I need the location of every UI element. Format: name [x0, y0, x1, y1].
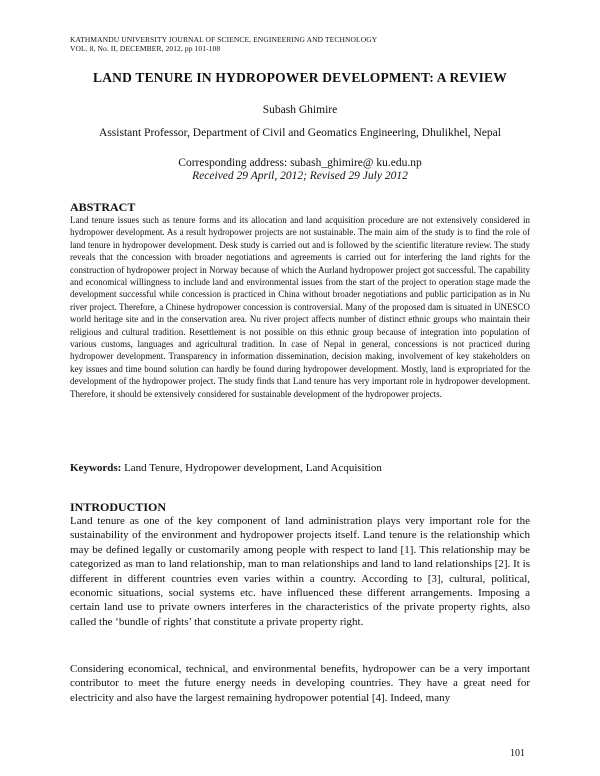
keywords-line	[70, 462, 382, 474]
journal-volume-line: VOL. 8, No. II, DECEMBER, 2012, pp 101-108	[70, 44, 221, 53]
correspondence-block	[0, 157, 600, 183]
article-title: LAND TENURE IN HYDROPOWER DEVELOPMENT: A REVIEW	[93, 70, 507, 85]
journal-header	[70, 35, 377, 53]
abstract-heading: ABSTRACT	[70, 200, 136, 214]
page-number: 101	[510, 748, 525, 759]
author-affiliation: Assistant Professor, Department of Civil and Geomatics Engineering, Dhulikhel, Nepal	[99, 127, 501, 139]
introduction-paragraph-2: Considering economical, technical, and environmental benefits, hydropower can be a very important contributor to meet the future energy needs in developing countries. They have a great need for electricity and also have the largest remaining hydropower potential [4]. Indeed, many	[70, 663, 530, 704]
author-name: Subash Ghimire	[262, 104, 338, 116]
received-revised-dates: Received 29 April, 2012; Revised 29 July 2012	[192, 170, 408, 182]
corresponding-address: Corresponding address: subash_ghimire@ ku.edu.np	[178, 157, 422, 169]
introduction-heading: INTRODUCTION	[70, 500, 167, 514]
keywords-label: Keywords:	[70, 462, 122, 474]
abstract-text: Land tenure issues such as tenure forms and its allocation and land acquisition procedure are not extensively considered in hydropower development. As a result hydropower projects are not sustainable. The main aim of the study is to find the role of land tenure in hydropower development. Desk study is carried out and is followed by the scientific literature review. The study reveals that the concession with broader negotiations and agreements is carried out for interfering the land rights for the construction of hydropower project in Norway because of which the Aurland hydropower project got successful. The capability and economical willingness to include land and environmental issues from the start of the project to operation stage made the development successful while concession is practiced in China without broader negotiations and public participation as in Nu river project. Therefore, a Chinese hydropower concession is controversial. Many of the proposed dam is situated in UNESCO world heritage site and in the conservation area. Nu river project affects number of distinct ethnic groups who maintain their religious and cultural tradition. Resettlement is not possible on this ethnic group because of integration into population of various customs, languages and agricultural tradition. In case of Nepal in general, concessions is not practiced during hydropower development. Transparency in information dissemination, decision making, involvement of key stakeholders on key issues and time bound solution can hardly be found during hydropower development. Mostly, land is expropriated for the development of the hydropower project. The study finds that Land tenure has very important role in hydropower development. Therefore, it should be extensively considered for sustainable development of the hydropower projects.	[70, 215, 530, 399]
keywords-text: Land Tenure, Hydropower development, Land Acquisition	[124, 462, 382, 474]
journal-title-line: KATHMANDU UNIVERSITY JOURNAL OF SCIENCE, ENGINEERING AND TECHNOLOGY	[70, 35, 378, 44]
introduction-paragraph-1: Land tenure as one of the key component of land administration plays very important role for the sustainability of the environment and hydropower projects itself. Land tenure is the relationship which may be defined legally or customarily among people with respect to land [1]. This relationship may be categorized as man to land relationship, man to man relationships and land to land relationships [2]. It is different in different countries even varies within a country. According to [3], cultural, political, economic situations, social systems etc. have influenced these different arrangements. Imposing a certain land use to private owners interferes in the characteristics of the private property rights, also called the ‘bundle of rights’ that constitute a private property right.	[70, 515, 530, 628]
